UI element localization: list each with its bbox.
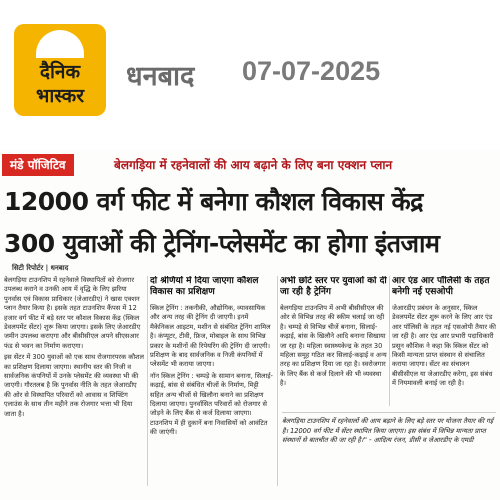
- official-quote: बेलगड़िया टाउनशिप में रहनेवालों की आय बढ़ाने के लिए बड़े स्तर पर योजना तैयार की गई है। 12000 वर्ग फीट में सेंटर स्थापित किया जाएगा। इस संबंध में विभिन्न मान्यता प्राप्त संस्थानों से बातचीत की जा रही है।'' - आदित्य रंजन, डीसी व जेआरडीए के एमडी: [282, 412, 496, 490]
- column-3-subhead: अभी छोटे स्तर पर युवाओं को दी जा रही है ट्रेनिंग: [280, 276, 387, 297]
- headline-line1: 12000 वर्ग फीट में बनेगा कौशल विकास केंद्र: [4, 187, 423, 216]
- logo-line1: दैनिक: [39, 61, 81, 83]
- edition-date: 07-07-2025: [242, 56, 381, 86]
- paragraph: बेलगड़िया टाउनशिप में रहनेवाले विस्थापितों को रोजगार उपलब्ध कराने व उनकी आय में वृद्धि के लिए झरिया पुनर्वास एवं विकास प्राधिकार (जेआरडीए) ने खास एक्शन प्लान तैयार किया है। इसके तहत टाउनशिप कैंपस में 12 हजार वर्ग फीट में बड़े स्तर पर कौशल विकास केंद्र (स्किल डेवलपमेंट सेंटर) शुरू किया जाएगा। इसके लिए जेआरडीए जमीन उपलब्ध कराएगा और बीसीसीएल अपने सीएसआर फंड से भवन का निर्माण कराएगा।: [4, 276, 141, 350]
- article-column-4: [392, 276, 496, 406]
- paragraph: स्किल ट्रेनिंग : तकनीकी, औद्योगिक, व्यावसायिक और अन्य तरह की ट्रेनिंग दी जाएगी। इनमें मैकेनिकल आइटम, मशीन से संबंधित ट्रेनिंग शामिल है। कंप्यूटर, टीवी, फ्रिज, मोबाइल के साथ विभिन्न प्रकार के मशीनों की रिपेयरिंग की ट्रेनिंग दी जाएगी। प्रशिक्षण के बाद सार्वजनिक व निजी कंपनियों में प्लेसमेंट भी कराया जाएगा।: [150, 304, 271, 369]
- paragraph: जेआरडीए प्रबंधन के अनुसार, स्किल डेवलपमेंट सेंटर शुरू करने के लिए आर एंड आर पॉलिसी के तहत नई एसओपी तैयार की जा रही है। आर एंड आर प्रभारी पदाधिकारी प्रसून कौशिक ने कहा कि स्किल सेंटर को किसी मान्यता प्राप्त संस्थान से संचालित कराया जाएगा। सेंटर का संचालन बीसीसीएल या जेआरडीए करेगा, इस संबंध में नियमावली बनाई जा रही है।: [392, 304, 496, 388]
- paragraph: इस सेंटर में 300 युवाओं को एक साथ रोजगारपरक कौशल का प्रशिक्षण दिलाया जाएगा। स्थानीय स्तर की निजी व सार्वजनिक कंपनियों में उनके प्लेसमेंट की व्यवस्था भी की जाएगी। गौरतलब है कि पुनर्वास नीति के तहत जेआरडीए की ओर से विस्थापित परिवारों को आवास व शिफ्टिंग एलाउंस के साथ तीन महीने तक रोजगार भत्ता भी दिया जाता है।: [4, 353, 144, 418]
- article-column-1: [4, 276, 144, 486]
- column-divider: [277, 276, 278, 486]
- column-2-subhead: दो श्रेणियों में दिया जाएगा कौशल विकास का प्रशिक्षण: [150, 276, 259, 297]
- column-divider: [389, 276, 390, 406]
- edition-city: धनबाद: [126, 61, 195, 92]
- column-4-subhead: आर एंड आर पॉलिसी के तहत बनेगी नई एसओपी: [392, 276, 490, 297]
- column-divider: [147, 276, 148, 486]
- article-column-3: [280, 276, 388, 406]
- byline: सिटी रिपोर्टर | धनबाद: [12, 264, 69, 272]
- logo-sun-icon: [36, 30, 84, 58]
- paragraph: नॉन स्किल ट्रेनिंग : चम्पड़े के सामान बनाना, सिलाई-कढ़ाई, बांस से संबंधित चीजों के निर्माण, मिट्टी सहित अन्य चीजों से खिलौना बनाने का प्रशिक्षण दिलाया जाएगा। पुनर्वासित परिवारों को रोजगार से जोड़ने के लिए बैंक से कर्ज दिलाया जाएगा। टाउनशिप में ही दुकानें बना निवासियों को आवंटित की जाएंगी।: [150, 371, 273, 437]
- logo-line2: भास्कर: [35, 85, 85, 107]
- article-column-2: [150, 276, 274, 486]
- newspaper-header: [0, 0, 500, 148]
- dainik-bhaskar-logo: [14, 24, 106, 116]
- news-clipping: [0, 150, 500, 500]
- headline-line2: 300 युवाओं की ट्रेनिंग-प्लेसमेंट का होगा इंतजाम: [4, 229, 440, 258]
- kicker-text: बेलगड़िया में रहनेवालों की आय बढ़ाने के लिए बना एक्शन प्लान: [114, 158, 393, 172]
- kicker-row: [0, 154, 500, 176]
- monday-positive-tag: मंडे पॉजिटिव: [2, 154, 74, 176]
- paragraph: बेलगड़िया टाउनशिप में अभी बीसीसीएल की ओर से विभिन्न तरह की स्कीम चलाई जा रही है। चम्पड़े से विभिन्न चीजें बनाना, सिलाई-कढ़ाई, बांस के खिलौने आदि बनाना सिखाया जा रहा है। महिला स्वास्थ्यकेन्द्र के तहत 30 महिला समूह गठित कर सिलाई-कढ़ाई व अन्य तरह का प्रशिक्षण दिया जा रहा है। स्वरोजगार के लिए बैंक से कर्ज दिलाने की भी व्यवस्था है।: [280, 304, 387, 388]
